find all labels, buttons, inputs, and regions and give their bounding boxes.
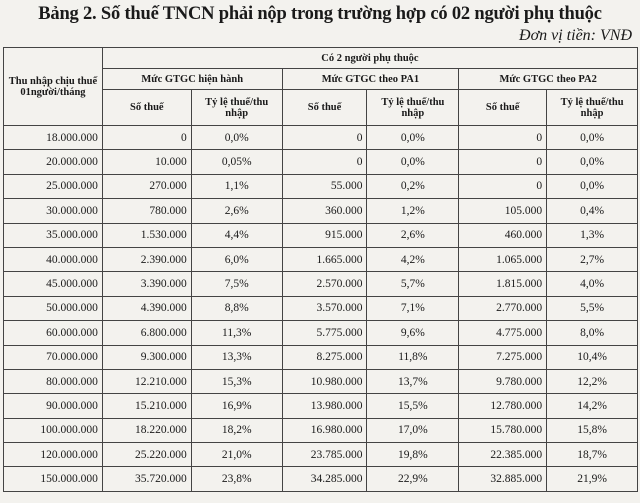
ratio-header: Tỷ lệ thuế/thu nhập — [191, 90, 282, 126]
ratio-cell: 8,8% — [191, 296, 282, 320]
table-row — [4, 296, 638, 320]
ratio-cell: 7,5% — [191, 272, 282, 296]
ratio-cell: 0,2% — [367, 174, 459, 198]
table-row — [4, 126, 638, 150]
tax-cell: 35.720.000 — [102, 467, 191, 491]
ratio-cell: 15,5% — [367, 394, 459, 418]
tax-cell: 22.385.000 — [459, 443, 547, 467]
table-row — [4, 467, 638, 491]
ratio-cell: 18,7% — [547, 443, 638, 467]
income-cell: 30.000.000 — [4, 199, 103, 223]
tax-cell: 12.210.000 — [102, 369, 191, 393]
tax-cell: 0 — [282, 126, 367, 150]
ratio-header: Tỷ lệ thuế/thu nhập — [547, 90, 638, 126]
table-row — [4, 174, 638, 198]
tax-header: Số thuế — [459, 90, 547, 126]
ratio-cell: 21,9% — [547, 467, 638, 491]
table-row — [4, 272, 638, 296]
ratio-cell: 0,0% — [547, 174, 638, 198]
ratio-cell: 6,0% — [191, 247, 282, 271]
tax-cell: 9.780.000 — [459, 369, 547, 393]
tax-cell: 8.275.000 — [282, 345, 367, 369]
ratio-cell: 5,5% — [547, 296, 638, 320]
ratio-cell: 2,6% — [367, 223, 459, 247]
tax-cell: 1.530.000 — [102, 223, 191, 247]
table-row — [4, 369, 638, 393]
ratio-cell: 10,4% — [547, 345, 638, 369]
scenario-header: Mức GTGC theo PA2 — [459, 69, 638, 90]
income-cell: 90.000.000 — [4, 394, 103, 418]
ratio-cell: 12,2% — [547, 369, 638, 393]
ratio-cell: 13,7% — [367, 369, 459, 393]
ratio-cell: 13,3% — [191, 345, 282, 369]
income-cell: 25.000.000 — [4, 174, 103, 198]
scenario-header: Mức GTGC hiện hành — [102, 69, 282, 90]
income-cell: 100.000.000 — [4, 418, 103, 442]
ratio-cell: 5,7% — [367, 272, 459, 296]
tax-cell: 15.210.000 — [102, 394, 191, 418]
ratio-cell: 14,2% — [547, 394, 638, 418]
income-cell: 120.000.000 — [4, 443, 103, 467]
ratio-cell: 21,0% — [191, 443, 282, 467]
ratio-cell: 0,0% — [547, 150, 638, 174]
tax-cell: 3.570.000 — [282, 296, 367, 320]
tax-cell: 2.390.000 — [102, 247, 191, 271]
currency-unit: Đơn vị tiền: VNĐ — [519, 27, 632, 44]
ratio-cell: 17,0% — [367, 418, 459, 442]
tax-cell: 0 — [459, 150, 547, 174]
ratio-cell: 0,0% — [547, 126, 638, 150]
tax-cell: 4.390.000 — [102, 296, 191, 320]
tax-cell: 1.665.000 — [282, 247, 367, 271]
tax-cell: 0 — [282, 150, 367, 174]
ratio-cell: 16,9% — [191, 394, 282, 418]
ratio-cell: 0,0% — [367, 150, 459, 174]
income-cell: 35.000.000 — [4, 223, 103, 247]
ratio-cell: 0,05% — [191, 150, 282, 174]
table-row — [4, 321, 638, 345]
tax-cell: 2.570.000 — [282, 272, 367, 296]
ratio-cell: 1,1% — [191, 174, 282, 198]
income-cell: 18.000.000 — [4, 126, 103, 150]
tax-cell: 12.780.000 — [459, 394, 547, 418]
ratio-cell: 9,6% — [367, 321, 459, 345]
tax-cell: 360.000 — [282, 199, 367, 223]
income-cell: 150.000.000 — [4, 467, 103, 491]
tax-cell: 780.000 — [102, 199, 191, 223]
tax-cell: 0 — [459, 126, 547, 150]
table-title: Bảng 2. Số thuế TNCN phải nộp trong trường hợp có 02 người phụ thuộc — [38, 4, 602, 24]
scenario-header: Mức GTGC theo PA1 — [282, 69, 459, 90]
ratio-cell: 1,2% — [367, 199, 459, 223]
ratio-cell: 7,1% — [367, 296, 459, 320]
tax-cell: 16.980.000 — [282, 418, 367, 442]
tax-cell: 32.885.000 — [459, 467, 547, 491]
tax-cell: 460.000 — [459, 223, 547, 247]
tax-cell: 0 — [459, 174, 547, 198]
table-row — [4, 223, 638, 247]
ratio-cell: 0,0% — [367, 126, 459, 150]
ratio-cell: 18,2% — [191, 418, 282, 442]
tax-cell: 2.770.000 — [459, 296, 547, 320]
income-cell: 45.000.000 — [4, 272, 103, 296]
tax-cell: 23.785.000 — [282, 443, 367, 467]
ratio-cell: 4,0% — [547, 272, 638, 296]
tax-cell: 34.285.000 — [282, 467, 367, 491]
tax-header: Số thuế — [102, 90, 191, 126]
tax-cell: 0 — [102, 126, 191, 150]
ratio-header: Tỷ lệ thuế/thu nhập — [367, 90, 459, 126]
income-cell: 80.000.000 — [4, 369, 103, 393]
tax-cell: 3.390.000 — [102, 272, 191, 296]
ratio-cell: 0,0% — [191, 126, 282, 150]
ratio-cell: 2,7% — [547, 247, 638, 271]
tax-cell: 10.980.000 — [282, 369, 367, 393]
tax-cell: 1.815.000 — [459, 272, 547, 296]
ratio-cell: 0,4% — [547, 199, 638, 223]
tax-header: Số thuế — [282, 90, 367, 126]
ratio-cell: 4,4% — [191, 223, 282, 247]
table-row — [4, 443, 638, 467]
table-row — [4, 345, 638, 369]
ratio-cell: 4,2% — [367, 247, 459, 271]
income-cell: 50.000.000 — [4, 296, 103, 320]
tax-cell: 9.300.000 — [102, 345, 191, 369]
ratio-cell: 8,0% — [547, 321, 638, 345]
tax-cell: 4.775.000 — [459, 321, 547, 345]
ratio-cell: 15,3% — [191, 369, 282, 393]
ratio-cell: 19,8% — [367, 443, 459, 467]
income-header: Thu nhập chịu thuế 01người/tháng — [4, 48, 103, 126]
table-row — [4, 150, 638, 174]
ratio-cell: 15,8% — [547, 418, 638, 442]
ratio-cell: 22,9% — [367, 467, 459, 491]
income-cell: 20.000.000 — [4, 150, 103, 174]
income-cell: 70.000.000 — [4, 345, 103, 369]
tax-cell: 10.000 — [102, 150, 191, 174]
income-cell: 60.000.000 — [4, 321, 103, 345]
tax-cell: 915.000 — [282, 223, 367, 247]
ratio-cell: 1,3% — [547, 223, 638, 247]
tax-cell: 5.775.000 — [282, 321, 367, 345]
tax-cell: 6.800.000 — [102, 321, 191, 345]
tax-cell: 1.065.000 — [459, 247, 547, 271]
income-cell: 40.000.000 — [4, 247, 103, 271]
table-row — [4, 247, 638, 271]
tax-table — [3, 47, 638, 492]
tax-cell: 55.000 — [282, 174, 367, 198]
tax-cell: 105.000 — [459, 199, 547, 223]
tax-cell: 15.780.000 — [459, 418, 547, 442]
tax-cell: 270.000 — [102, 174, 191, 198]
tax-cell: 25.220.000 — [102, 443, 191, 467]
ratio-cell: 23,8% — [191, 467, 282, 491]
table-row — [4, 418, 638, 442]
ratio-cell: 11,8% — [367, 345, 459, 369]
table-row — [4, 394, 638, 418]
tax-cell: 18.220.000 — [102, 418, 191, 442]
tax-cell: 13.980.000 — [282, 394, 367, 418]
group-header: Có 2 người phụ thuộc — [102, 48, 637, 69]
ratio-cell: 2,6% — [191, 199, 282, 223]
tax-cell: 7.275.000 — [459, 345, 547, 369]
ratio-cell: 11,3% — [191, 321, 282, 345]
table-row — [4, 199, 638, 223]
